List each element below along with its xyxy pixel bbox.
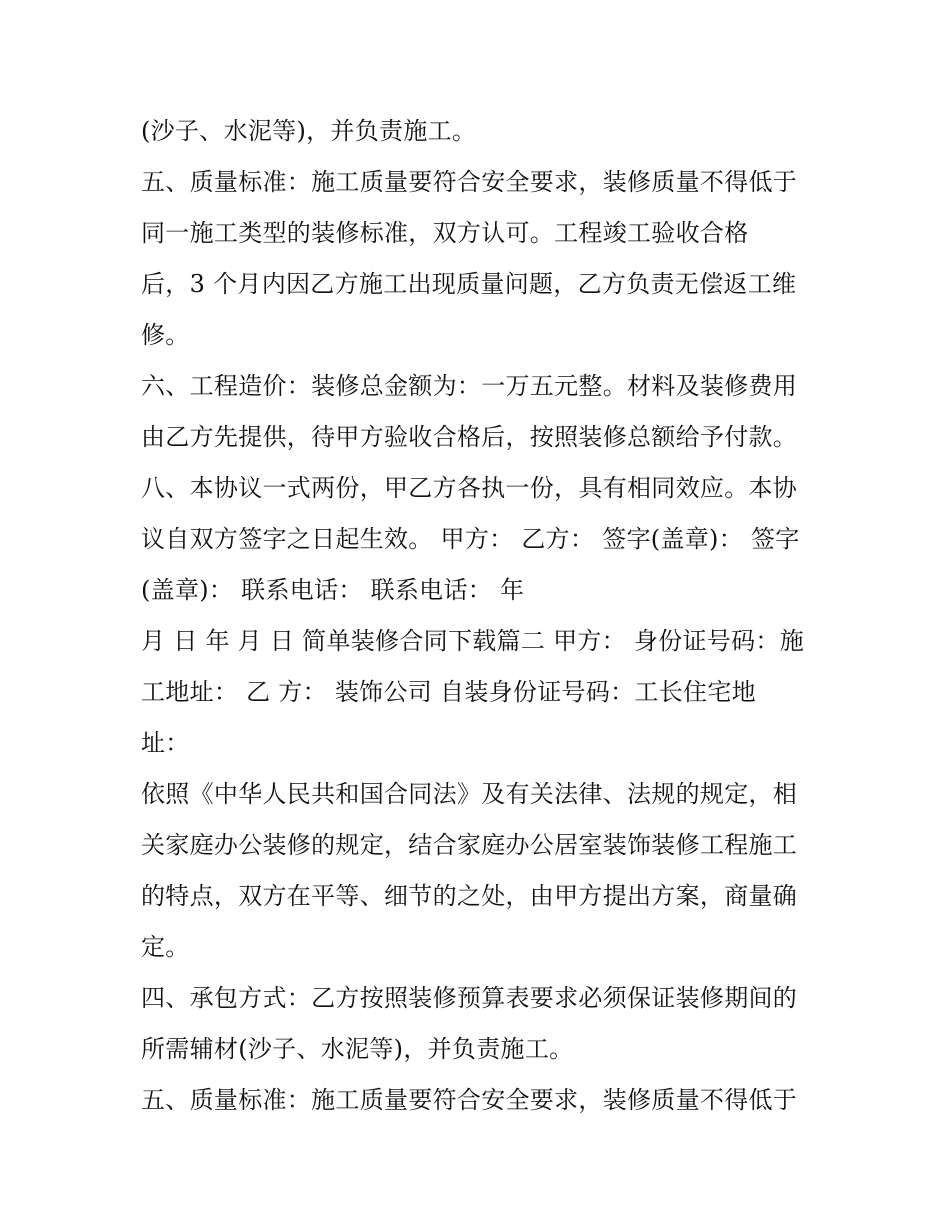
text-line: 月 日 年 月 日 简单装修合同下载篇二 甲方： 身份证号码：施 — [141, 627, 804, 655]
text-line: 址： — [141, 729, 190, 757]
text-line: 依照《中华人民共和国合同法》及有关法律、法规的规定，相 — [141, 780, 798, 808]
text-line: 工地址： 乙 方： 装饰公司 自装身份证号码：工长住宅地 — [141, 678, 756, 706]
text-line: 五、质量标准：施工质量要符合安全要求，装修质量不得低于 — [141, 168, 798, 196]
text-line: 八、本协议一式两份，甲乙方各执一份，具有相同效应。本协 — [141, 474, 798, 502]
document-body — [141, 106, 821, 1126]
text-line: 所需辅材(沙子、水泥等)，并负责施工。 — [141, 1035, 574, 1063]
text-line: 议自双方签字之日起生效。 甲方： 乙方： 签字(盖章)： 签字 — [141, 525, 800, 553]
text-line: 五、质量标准：施工质量要符合安全要求，装修质量不得低于 — [141, 1086, 798, 1114]
text-line: 四、承包方式：乙方按照装修预算表要求必须保证装修期间的 — [141, 984, 798, 1012]
text-line: 关家庭办公装修的规定，结合家庭办公居室装饰装修工程施工 — [141, 831, 798, 859]
text-line: 六、工程造价：装修总金额为：一万五元整。材料及装修费用 — [141, 372, 798, 400]
text-line: 的特点，双方在平等、细节的之处，由甲方提出方案，商量确 — [141, 882, 798, 910]
text-line: (沙子、水泥等)，并负责施工。 — [141, 117, 477, 145]
text-line: 修。 — [141, 321, 190, 349]
text-line: 由乙方先提供，待甲方验收合格后，按照装修总额给予付款。 — [141, 423, 798, 451]
text-line: 定。 — [141, 933, 190, 961]
text-line: 同一施工类型的装修标准，双方认可。工程竣工验收合格 — [141, 219, 749, 247]
text-line: (盖章)： 联系电话： 联系电话： 年 — [141, 576, 525, 604]
text-line: 后，3 个月内因乙方施工出现质量问题，乙方负责无偿返工维 — [141, 270, 797, 298]
